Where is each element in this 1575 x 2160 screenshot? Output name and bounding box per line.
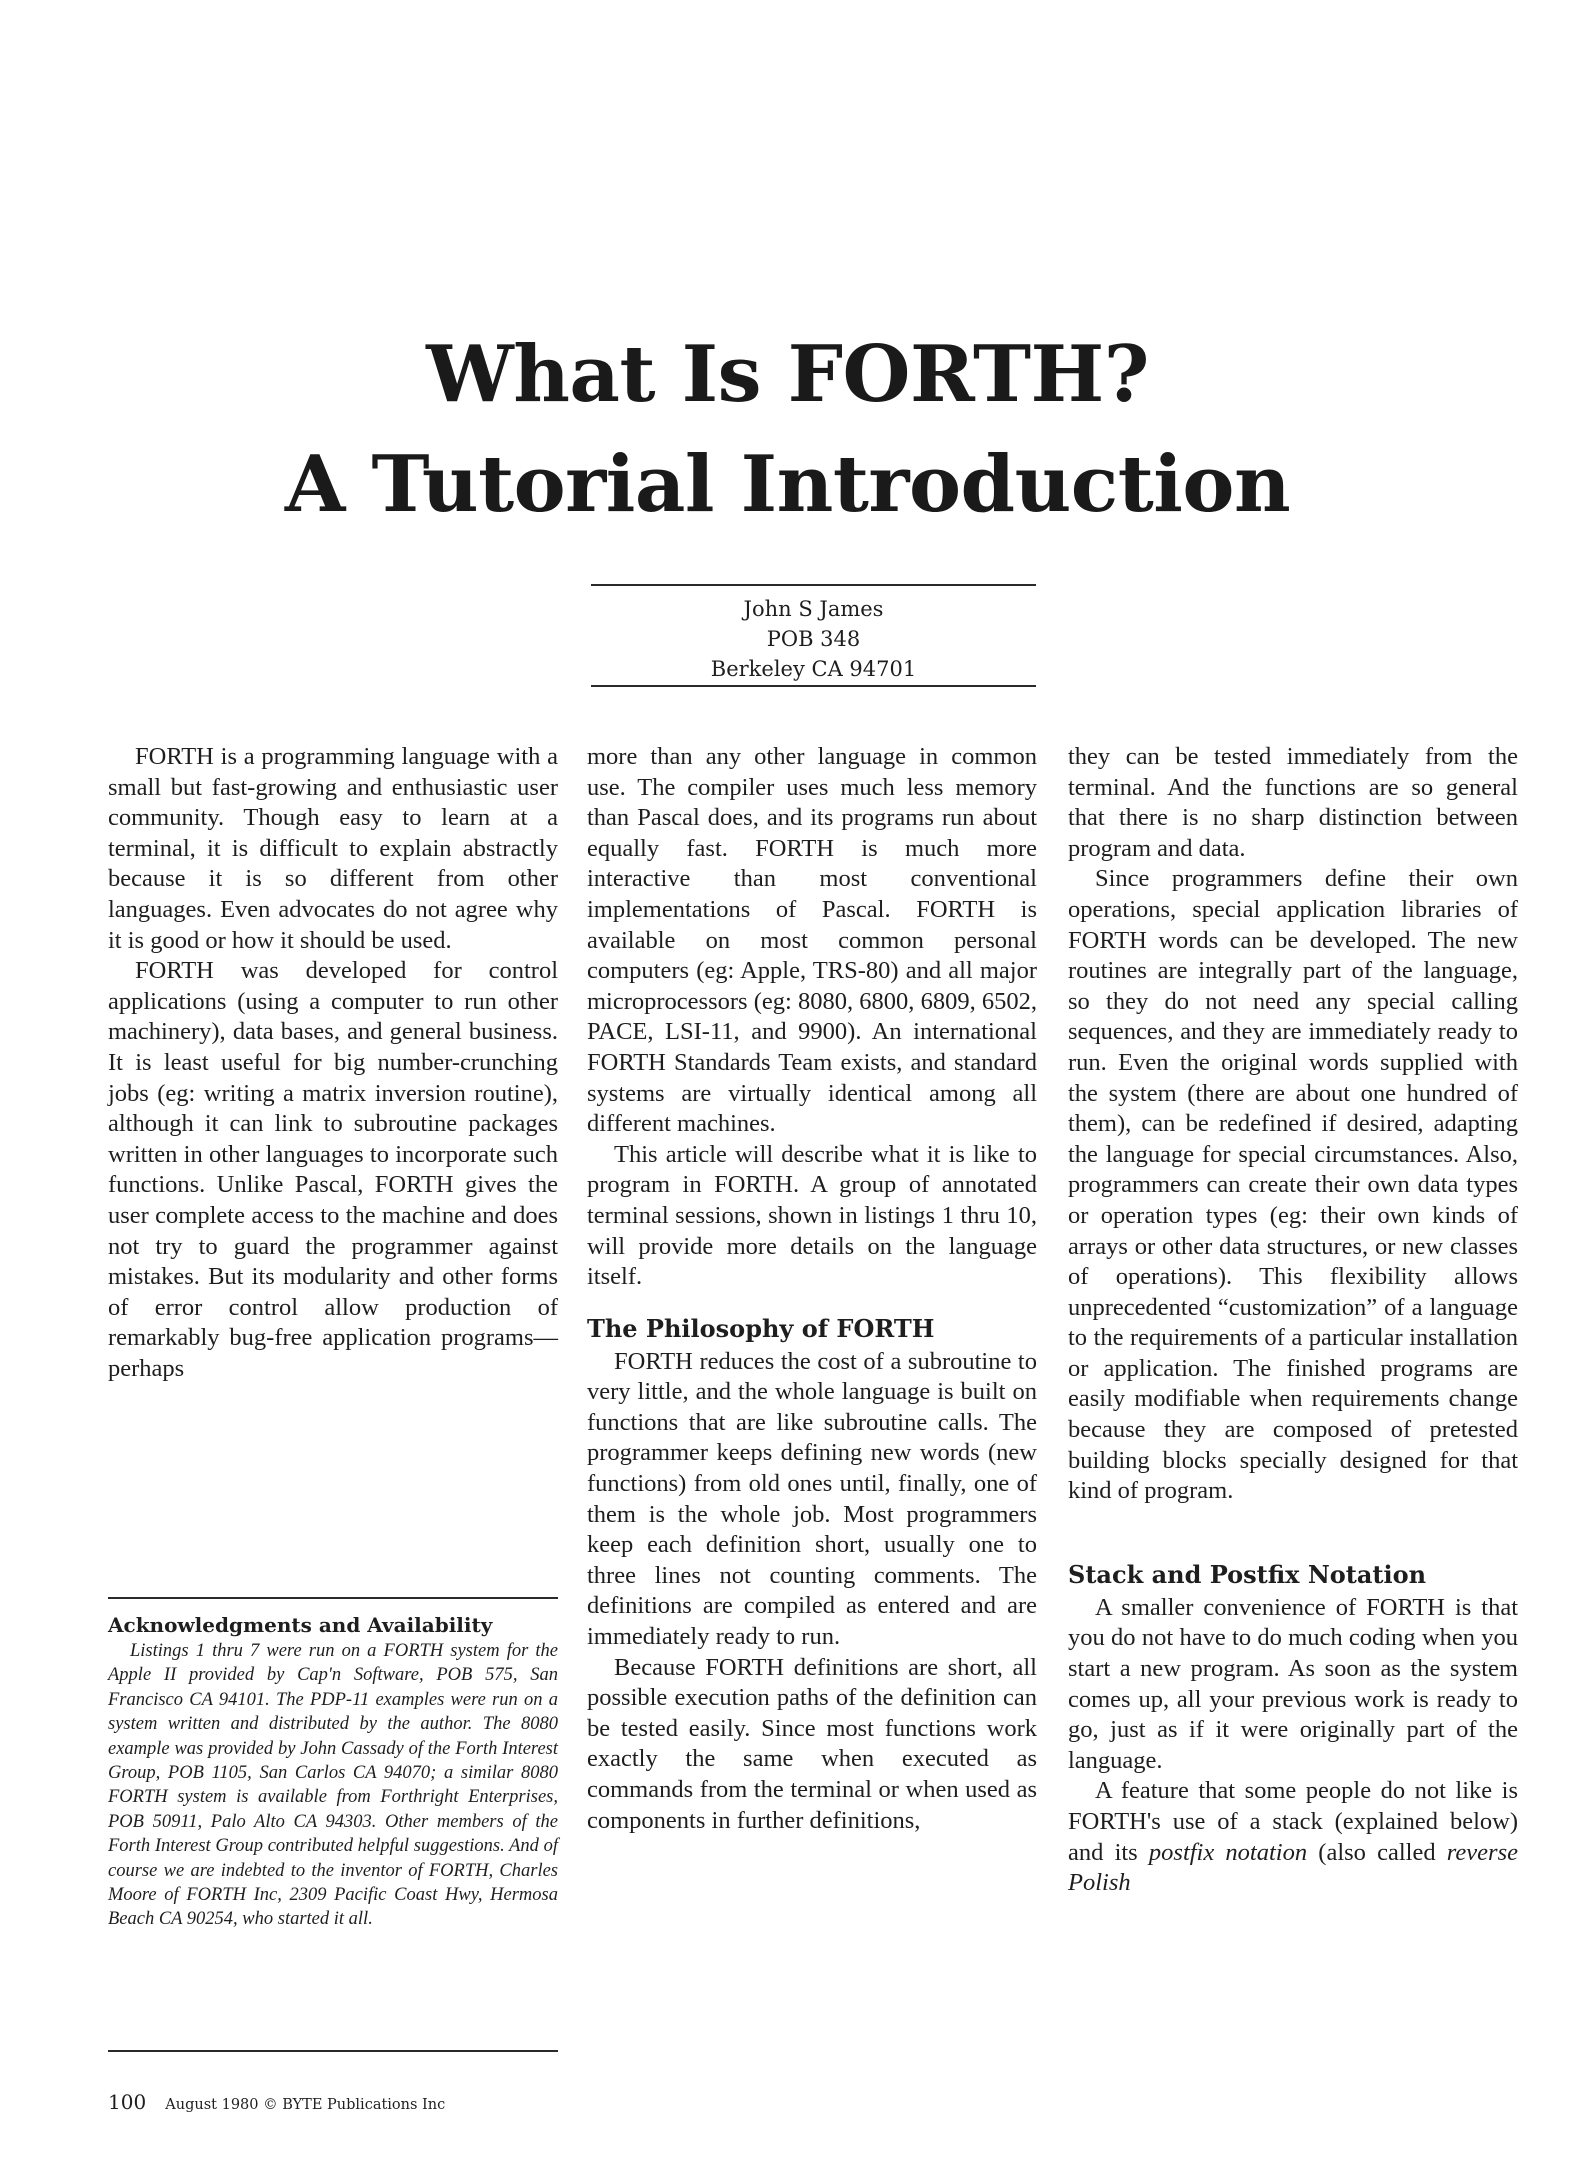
col2-paragraph-3: FORTH reduces the cost of a subroutine to very little, and the whole language is built on functions that are like subroutine calls. The programmer keeps defining new words (new functions) from old ones until, finally, one of them is the whole job. Most programmers keep each definition short, usually one to three lines not counting comments. The definitions are compiled as entered and are immediately ready to run. — [587, 1347, 1037, 1651]
section-heading-stack: Stack and Postfix Notation — [1068, 1559, 1427, 1589]
page-number: 100 — [108, 2090, 147, 2114]
author-address: POB 348 — [766, 627, 861, 651]
page-footer — [108, 2090, 445, 2114]
col1-paragraph-1: FORTH is a programming language with a small but fast-growing and enthusiastic user community. Though easy to learn at a terminal, it is difficult to explain abstractly because it is so different from other languages. Even advocates do not agree why it is good or how it should be used. — [108, 743, 558, 954]
byline — [591, 594, 1036, 684]
col2-paragraph-1: more than any other language in common use. The compiler uses much less memory than Pascal does, and its programs run about equally fast. FORTH is much more interactive than most conventional implementations of Pascal. FORTH is available on most common personal computers (eg: Apple, TRS-80) and all major microprocessors (eg: 8080, 6800, 6809, 6502, PACE, LSI-11, and 9900). An international FORTH Standards Team exists, and standard systems are virtually identical among all different machines. — [587, 743, 1037, 1138]
byline-rule-top — [591, 584, 1036, 586]
col3-paragraph-1: they can be tested immediately from the terminal. And the functions are so general that there is no sharp distinction between program and data. — [1068, 743, 1518, 862]
publication-credit: August 1980 © BYTE Publications Inc — [165, 2097, 446, 2113]
ack-rule-top — [108, 1597, 558, 1599]
col2-paragraph-4: Because FORTH definitions are short, all possible execution paths of the definition can be tested easily. Since most functions work exactly the same when executed as commands from the terminal or when used as components in further definitions, — [587, 1653, 1037, 1834]
term-postfix-notation: postfix notation — [1148, 1838, 1308, 1866]
col2-paragraph-2: This article will describe what it is like to program in FORTH. A group of annotated terminal sessions, shown in listings 1 thru 10, will provide more details on the language itself. — [587, 1140, 1037, 1291]
acknowledgments-box — [108, 1611, 558, 1932]
col3-paragraph-4: A feature that some people do not like is FORTH's use of a stack (explained below) and its postfix notation (also called reverse Polish — [1068, 1777, 1518, 1897]
column-1 — [108, 742, 558, 1384]
section-heading-philosophy: The Philosophy of FORTH — [587, 1313, 935, 1343]
term-reverse-polish: reverse Polish — [1068, 1838, 1518, 1897]
col3-paragraph-3: A smaller convenience of FORTH is that you do not have to do much coding when you start a new program. As soon as the system comes up, all your previous work is ready to go, just as if it were originally part of the language. — [1068, 1593, 1518, 1774]
column-3 — [1068, 742, 1518, 1899]
col1-paragraph-2: FORTH was developed for control applications (using a computer to run other machinery), data bases, and general business. It is least useful for big number-crunching jobs (eg: writing a matrix inversion routine), although it can link to subroutine packages written in other languages to incorporate such functions. Unlike Pascal, FORTH gives the user complete access to the machine and does not try to guard the programmer against mistakes. But its modularity and other forms of error control allow production of remarkably bug-free application programs—perhaps — [108, 957, 558, 1382]
ack-heading: Acknowledgments and Availability — [108, 1613, 493, 1637]
author-city: Berkeley CA 94701 — [710, 657, 917, 681]
title-line-2: A Tutorial Introduction — [284, 439, 1291, 530]
column-2 — [587, 742, 1037, 1836]
ack-rule-bottom — [108, 2050, 558, 2052]
col3-paragraph-2: Since programmers define their own operations, special application libraries of FORTH words can be developed. The new routines are integrally part of the language, so they do not need any special calling sequences, and they are immediately ready to run. Even the original words supplied with the system (there are about one hundred of them), can be redefined if desired, adapting the language for special circumstances. Also, programmers can create their own data types or operation types (eg: their own kinds of arrays or other data structures, or new classes of operations). This flexibility allows unprecedented “customization” of a language to the requirements of a particular installation or application. The finished programs are easily modifiable when requirements change because they are composed of pretested building blocks specially designed for that kind of program. — [1068, 865, 1518, 1505]
title-line-1: What Is FORTH? — [426, 329, 1149, 420]
ack-body: Listings 1 thru 7 were run on a FORTH system for the Apple II provided by Cap'n Software, POB 575, San Francisco CA 94101. The PDP-11 examples were run on a system written and distributed by the author. The 8080 example was provided by John Cassady of the Forth Interest Group, POB 1105, San Carlos CA 94070; a similar 8080 FORTH system is available from Forthright Enterprises, POB 50911, Palo Alto CA 94303. Other members of the Forth Interest Group contributed helpful suggestions. And of course we are indebted to the inventor of FORTH, Charles Moore of FORTH Inc, 2309 Pacific Coast Hwy, Hermosa Beach CA 90254, who started it all. — [108, 1641, 558, 1930]
author-name: John S James — [743, 597, 884, 621]
byline-rule-bottom — [591, 685, 1036, 687]
